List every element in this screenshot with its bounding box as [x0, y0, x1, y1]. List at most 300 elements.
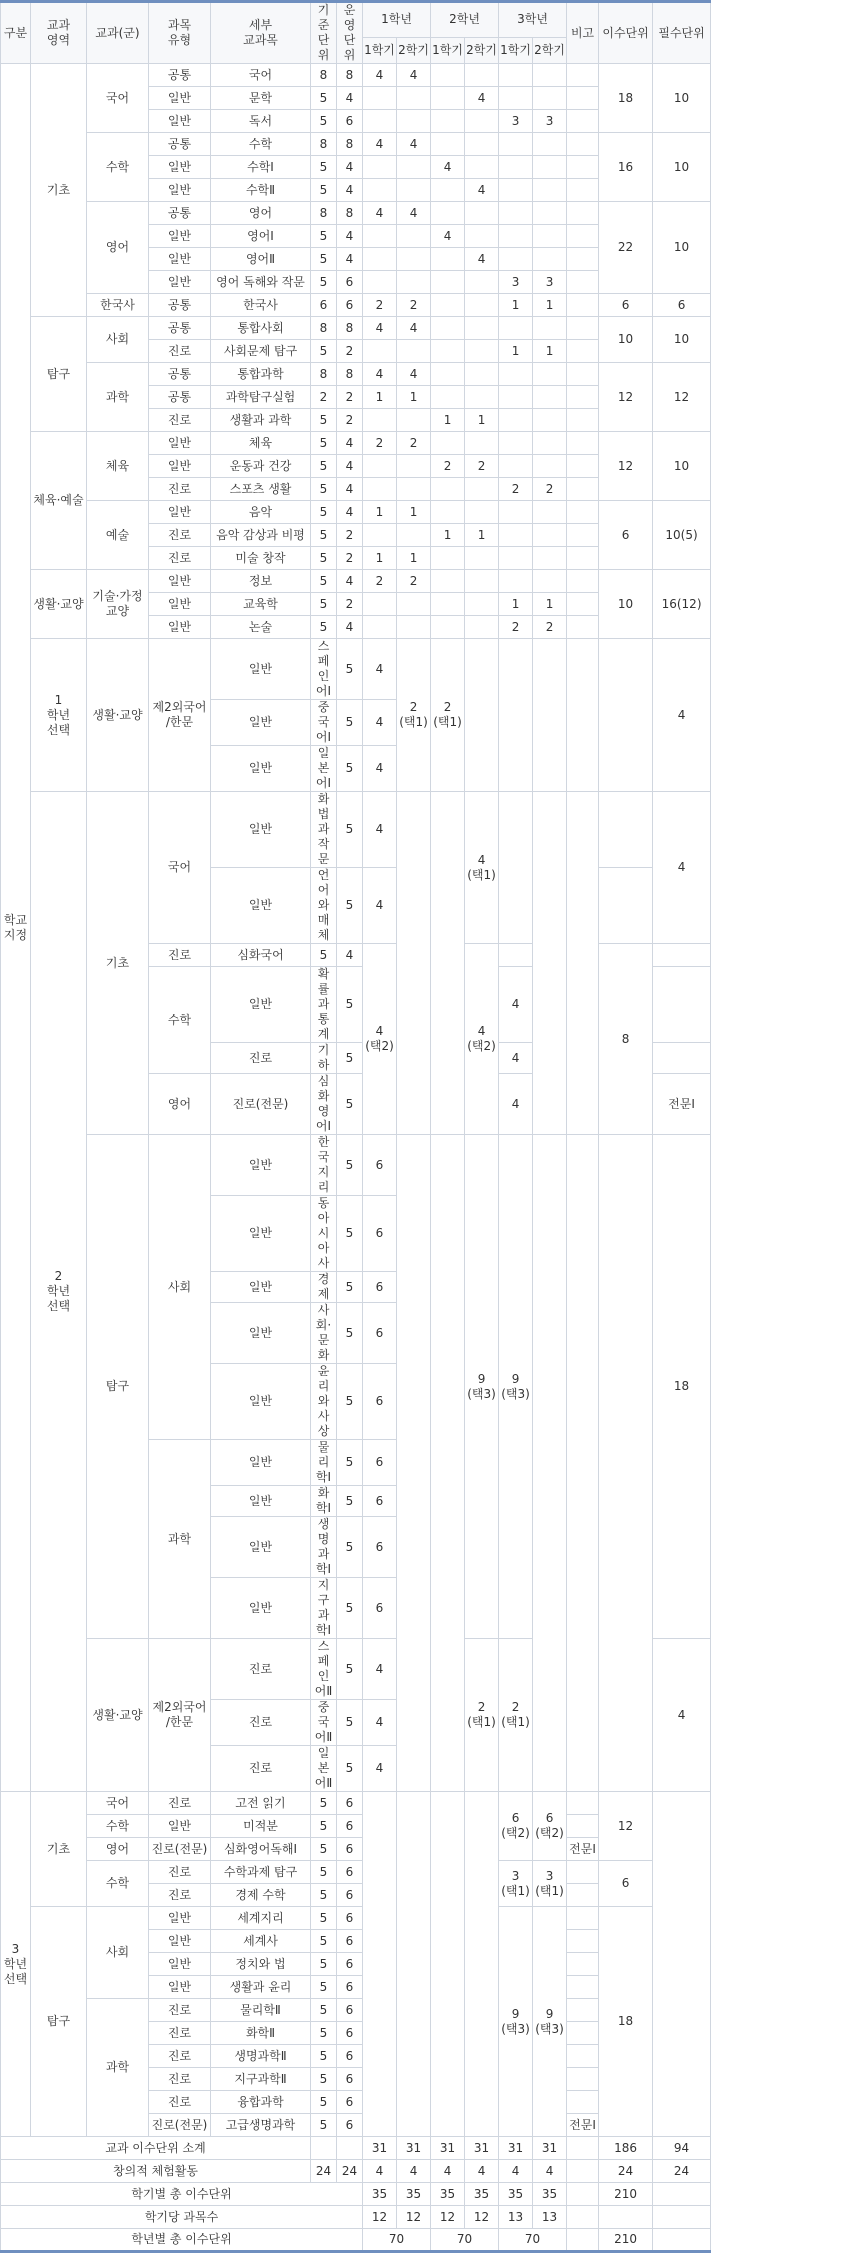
footer-cell: 12	[431, 2206, 465, 2229]
table-row	[1, 133, 711, 156]
table-cell: 심화영어독해Ⅰ	[211, 1838, 311, 1861]
table-cell: 4	[337, 944, 363, 967]
table-cell	[431, 202, 465, 225]
table-cell	[465, 340, 499, 363]
table-cell: 2	[337, 386, 363, 409]
table-cell: 5	[311, 524, 337, 547]
table-cell: 10	[653, 317, 711, 363]
table-cell: 5	[337, 700, 363, 746]
table-cell	[599, 1135, 653, 1792]
table-cell: 진로(전문)	[211, 1074, 311, 1135]
table-cell	[567, 179, 599, 202]
table-cell: 일반	[149, 1907, 211, 1930]
table-cell: 1	[431, 409, 465, 432]
table-cell: 8	[311, 202, 337, 225]
table-cell	[499, 792, 533, 944]
table-cell: 5	[337, 1364, 363, 1440]
table-cell: 일반	[149, 455, 211, 478]
footer-cell	[567, 2229, 599, 2252]
table-cell: 5	[337, 1135, 363, 1196]
table-cell: 16(12)	[653, 570, 711, 639]
table-cell: 사회문제 탐구	[211, 340, 311, 363]
header-g2-s1: 1학기	[431, 37, 465, 63]
table-cell: 중국어Ⅱ	[311, 1700, 337, 1746]
table-cell	[533, 248, 567, 271]
header-gubun: 구분	[1, 2, 31, 64]
table-cell	[533, 501, 567, 524]
footer-cell: 70	[499, 2229, 567, 2252]
footer-cell: 24	[599, 2160, 653, 2183]
table-cell: 음악 감상과 비평	[211, 524, 311, 547]
table-cell: 2	[311, 386, 337, 409]
table-cell	[533, 639, 567, 792]
table-cell: 4	[653, 792, 711, 944]
table-cell: 화학Ⅰ	[311, 1486, 337, 1517]
table-row	[1, 570, 711, 593]
table-cell	[465, 225, 499, 248]
table-cell: 4	[653, 639, 711, 792]
table-cell	[431, 340, 465, 363]
table-cell: 4	[499, 1074, 533, 1135]
footer-cell: 학년별 총 이수단위	[1, 2229, 363, 2252]
table-cell: 6	[337, 2045, 363, 2068]
table-cell: 8	[311, 64, 337, 87]
table-cell: 진로	[149, 1999, 211, 2022]
table-cell: 탐구	[87, 1135, 149, 1639]
table-cell: 일반	[149, 1815, 211, 1838]
table-cell	[431, 570, 465, 593]
table-cell: 생활과 과학	[211, 409, 311, 432]
table-cell	[567, 478, 599, 501]
table-cell	[431, 87, 465, 110]
table-cell: 고전 읽기	[211, 1792, 311, 1815]
table-cell: 일반	[149, 1953, 211, 1976]
table-cell	[363, 524, 397, 547]
table-cell: 1	[533, 294, 567, 317]
table-cell: 수학	[87, 1861, 149, 1907]
footer-cell	[653, 2183, 711, 2206]
table-cell: 진로	[149, 524, 211, 547]
table-cell	[397, 1792, 431, 2137]
table-cell: 6	[337, 1999, 363, 2022]
table-cell: 공통	[149, 317, 211, 340]
footer-cell	[599, 2206, 653, 2229]
table-cell: 9 (택3)	[499, 1907, 533, 2137]
footer-cell: 24	[337, 2160, 363, 2183]
footer-cell	[567, 2206, 599, 2229]
table-cell: 2	[337, 593, 363, 616]
table-cell	[533, 547, 567, 570]
table-cell: 공통	[149, 202, 211, 225]
table-cell	[465, 363, 499, 386]
table-cell	[363, 616, 397, 639]
table-cell	[465, 547, 499, 570]
table-cell	[653, 1043, 711, 1074]
table-cell: 물리학Ⅰ	[311, 1440, 337, 1486]
table-cell: 생활·교양	[87, 1639, 149, 1792]
header-group: 교과(군)	[87, 2, 149, 64]
table-cell: 수학	[149, 967, 211, 1074]
table-cell: 4	[363, 1700, 397, 1746]
table-row	[1, 294, 711, 317]
table-cell	[465, 616, 499, 639]
table-cell	[431, 593, 465, 616]
table-cell: 논술	[211, 616, 311, 639]
table-cell	[431, 64, 465, 87]
table-cell: 일반	[211, 1303, 311, 1364]
table-cell: 6	[337, 2091, 363, 2114]
table-cell	[363, 478, 397, 501]
footer-cell: 210	[599, 2229, 653, 2252]
table-cell: 영어	[149, 1074, 211, 1135]
table-cell: 영어	[211, 202, 311, 225]
table-cell: 2	[465, 455, 499, 478]
table-cell: 일반	[149, 432, 211, 455]
table-cell: 전문Ⅰ	[567, 2114, 599, 2137]
table-cell: 일반	[211, 868, 311, 944]
table-cell: 5	[337, 746, 363, 792]
table-cell: 4	[337, 225, 363, 248]
table-cell: 일반	[149, 179, 211, 202]
table-cell: 체육·예술	[31, 432, 87, 570]
table-cell: 미적분	[211, 1815, 311, 1838]
table-cell	[567, 1976, 599, 1999]
table-cell: 5	[311, 87, 337, 110]
table-cell: 18	[599, 64, 653, 133]
table-cell: 공통	[149, 363, 211, 386]
table-cell: 5	[337, 1440, 363, 1486]
footer-cell	[567, 2183, 599, 2206]
table-cell: 12	[599, 363, 653, 432]
table-cell: 동아시아사	[311, 1196, 337, 1272]
header-credits: 이수단위	[599, 2, 653, 64]
table-cell: 6	[337, 2068, 363, 2091]
table-cell: 5	[337, 1700, 363, 1746]
table-cell: 4	[337, 156, 363, 179]
table-cell	[465, 133, 499, 156]
table-cell: 일반	[149, 501, 211, 524]
table-cell: 2	[499, 616, 533, 639]
table-cell	[431, 110, 465, 133]
table-cell: 2 (택1)	[397, 639, 431, 792]
table-footer	[1, 2137, 711, 2252]
table-row	[1, 792, 711, 868]
table-cell: 2	[337, 340, 363, 363]
table-cell: 진로	[149, 2091, 211, 2114]
table-cell	[499, 363, 533, 386]
table-cell	[567, 547, 599, 570]
footer-cell: 24	[311, 2160, 337, 2183]
table-cell	[431, 501, 465, 524]
table-cell: 6	[311, 294, 337, 317]
table-cell: 5	[337, 1517, 363, 1578]
table-cell: 16	[599, 133, 653, 202]
table-cell: 6	[337, 1930, 363, 1953]
table-cell: 진로	[149, 944, 211, 967]
table-cell: 일반	[211, 700, 311, 746]
table-cell	[567, 2022, 599, 2045]
table-cell: 진로	[211, 1700, 311, 1746]
footer-cell: 31	[533, 2137, 567, 2160]
table-cell: 4	[363, 1746, 397, 1792]
footer-cell	[653, 2229, 711, 2252]
table-cell: 8	[311, 133, 337, 156]
table-cell: 5	[311, 478, 337, 501]
table-cell	[465, 64, 499, 87]
table-cell	[567, 1907, 599, 1930]
table-cell	[499, 179, 533, 202]
table-cell: 생활·교양	[31, 570, 87, 639]
table-cell: 8	[337, 363, 363, 386]
table-cell: 4	[397, 133, 431, 156]
table-row	[1, 1792, 711, 1815]
table-cell: 일반	[211, 1440, 311, 1486]
table-cell: 일반	[149, 110, 211, 133]
table-cell: 진로	[149, 1861, 211, 1884]
table-cell: 4	[363, 133, 397, 156]
table-cell: 10	[653, 432, 711, 501]
table-cell: 1	[499, 340, 533, 363]
table-cell: 4	[363, 700, 397, 746]
table-cell: 4	[465, 248, 499, 271]
table-cell	[567, 432, 599, 455]
table-cell: 4	[363, 317, 397, 340]
table-cell	[567, 455, 599, 478]
table-cell: 진로	[149, 2045, 211, 2068]
table-cell: 윤리와 사상	[311, 1364, 337, 1440]
table-cell: 4	[363, 363, 397, 386]
table-cell: 5	[311, 1884, 337, 1907]
table-cell: 5	[311, 1907, 337, 1930]
table-cell	[431, 386, 465, 409]
table-cell: 제2외국어 /한문	[149, 1639, 211, 1792]
table-cell: 통합과학	[211, 363, 311, 386]
table-cell	[499, 202, 533, 225]
table-cell: 6	[337, 1815, 363, 1838]
table-cell: 제2외국어 /한문	[149, 639, 211, 792]
table-cell	[397, 156, 431, 179]
table-cell	[533, 202, 567, 225]
table-cell	[465, 478, 499, 501]
table-cell	[363, 225, 397, 248]
table-cell	[499, 156, 533, 179]
table-cell: 과학	[87, 1999, 149, 2137]
table-cell: 3 학년 선택	[1, 1792, 31, 2137]
table-cell: 18	[653, 1135, 711, 1639]
table-cell: 4	[465, 87, 499, 110]
table-cell: 일반	[149, 1976, 211, 1999]
table-cell	[567, 593, 599, 616]
table-cell: 스포츠 생활	[211, 478, 311, 501]
table-cell: 4	[397, 363, 431, 386]
table-cell	[653, 1792, 711, 2137]
table-cell	[363, 87, 397, 110]
table-cell: 6	[599, 501, 653, 570]
table-cell	[431, 248, 465, 271]
table-cell: 5	[311, 616, 337, 639]
table-cell	[567, 409, 599, 432]
table-cell: 1	[465, 524, 499, 547]
table-cell: 일반	[149, 87, 211, 110]
table-cell: 6	[337, 1953, 363, 1976]
table-cell: 문학	[211, 87, 311, 110]
table-cell	[567, 363, 599, 386]
table-cell: 일반	[149, 593, 211, 616]
table-cell: 6	[337, 1976, 363, 1999]
table-cell	[567, 64, 599, 87]
footer-cell: 24	[653, 2160, 711, 2183]
table-cell: 4	[337, 248, 363, 271]
table-cell: 공통	[149, 386, 211, 409]
table-cell	[533, 363, 567, 386]
table-cell	[533, 133, 567, 156]
table-cell	[567, 1792, 599, 1815]
table-cell: 6	[599, 294, 653, 317]
table-cell: 5	[311, 2022, 337, 2045]
table-cell: 확률과통계	[311, 967, 337, 1043]
table-cell: 5	[311, 1999, 337, 2022]
table-cell: 5	[311, 2114, 337, 2137]
table-cell: 지구과학Ⅱ	[211, 2068, 311, 2091]
table-cell: 사회	[149, 1135, 211, 1440]
footer-cell: 31	[397, 2137, 431, 2160]
table-cell: 5	[311, 1815, 337, 1838]
table-row	[1, 64, 711, 87]
table-cell: 8	[599, 944, 653, 1135]
table-cell: 8	[337, 133, 363, 156]
table-cell: 2	[363, 432, 397, 455]
table-cell: 진로(전문)	[149, 2114, 211, 2137]
table-cell: 일반	[149, 156, 211, 179]
table-cell	[431, 133, 465, 156]
table-cell: 5	[311, 225, 337, 248]
table-cell	[431, 271, 465, 294]
table-cell: 일반	[149, 570, 211, 593]
table-cell: 기하	[311, 1043, 337, 1074]
table-cell: 5	[311, 409, 337, 432]
table-cell: 언어와 매체	[311, 868, 337, 944]
table-cell: 생활·교양	[87, 639, 149, 792]
table-cell	[431, 547, 465, 570]
table-cell: 4	[337, 179, 363, 202]
table-cell	[499, 501, 533, 524]
table-cell: 수학	[87, 133, 149, 202]
table-cell: 6	[337, 1907, 363, 1930]
table-cell	[465, 294, 499, 317]
table-cell	[567, 156, 599, 179]
table-cell	[567, 202, 599, 225]
table-cell	[653, 967, 711, 1043]
header-required: 필수단위	[653, 2, 711, 64]
footer-cell	[337, 2137, 363, 2160]
table-cell: 교육학	[211, 593, 311, 616]
table-cell	[431, 294, 465, 317]
table-cell: 고급생명과학	[211, 2114, 311, 2137]
table-cell: 4	[337, 455, 363, 478]
table-cell: 일반	[149, 1930, 211, 1953]
table-row	[1, 1861, 711, 1884]
table-cell: 1	[499, 593, 533, 616]
table-cell: 영어	[87, 202, 149, 294]
table-cell: 3	[499, 110, 533, 133]
table-cell	[533, 156, 567, 179]
table-cell	[465, 501, 499, 524]
table-cell: 6	[363, 1364, 397, 1440]
table-cell: 진로	[149, 340, 211, 363]
table-cell: 2	[337, 547, 363, 570]
table-cell: 5	[311, 570, 337, 593]
table-cell: 국어	[87, 64, 149, 133]
table-cell: 5	[337, 1074, 363, 1135]
table-cell: 5	[337, 792, 363, 868]
table-cell	[499, 225, 533, 248]
footer-cell: 70	[363, 2229, 431, 2252]
table-cell: 4	[337, 432, 363, 455]
table-cell	[363, 156, 397, 179]
table-cell: 국어	[87, 1792, 149, 1815]
table-cell	[567, 570, 599, 593]
table-cell: 6	[337, 1861, 363, 1884]
table-cell	[397, 87, 431, 110]
table-cell: 기초	[31, 1792, 87, 1907]
table-cell: 2 (택1)	[431, 639, 465, 792]
table-cell: 4	[363, 202, 397, 225]
table-cell	[363, 179, 397, 202]
footer-cell: 35	[465, 2183, 499, 2206]
table-cell: 기술·가정 교양	[87, 570, 149, 639]
table-cell	[567, 616, 599, 639]
footer-cell: 35	[397, 2183, 431, 2206]
table-cell: 학교 지정	[1, 64, 31, 1792]
table-cell: 일반	[211, 1517, 311, 1578]
table-cell: 국어	[211, 64, 311, 87]
table-cell: 6	[363, 1196, 397, 1272]
table-cell: 1	[465, 409, 499, 432]
table-cell	[465, 639, 499, 792]
table-cell	[567, 2045, 599, 2068]
footer-cell: 31	[465, 2137, 499, 2160]
table-cell: 5	[311, 248, 337, 271]
table-cell: 9 (택3)	[499, 1135, 533, 1639]
footer-cell: 4	[431, 2160, 465, 2183]
table-row	[1, 202, 711, 225]
table-cell	[533, 179, 567, 202]
table-cell: 4	[499, 967, 533, 1043]
table-cell: 통합사회	[211, 317, 311, 340]
footer-cell: 4	[363, 2160, 397, 2183]
table-cell	[533, 524, 567, 547]
table-cell: 10	[599, 570, 653, 639]
table-cell	[599, 868, 653, 944]
table-cell: 6	[337, 294, 363, 317]
table-cell: 진로	[211, 1639, 311, 1700]
table-cell	[431, 478, 465, 501]
table-cell	[499, 524, 533, 547]
footer-cell	[567, 2137, 599, 2160]
table-cell: 화학Ⅱ	[211, 2022, 311, 2045]
table-cell: 일반	[211, 1486, 311, 1517]
table-cell: 일반	[211, 1196, 311, 1272]
table-cell	[465, 570, 499, 593]
table-cell: 8	[337, 202, 363, 225]
table-cell: 수학	[211, 133, 311, 156]
table-cell	[533, 409, 567, 432]
table-cell: 4	[431, 156, 465, 179]
table-cell: 중국어Ⅰ	[311, 700, 337, 746]
footer-row	[1, 2206, 711, 2229]
table-cell: 5	[311, 547, 337, 570]
table-cell: 5	[337, 1272, 363, 1303]
